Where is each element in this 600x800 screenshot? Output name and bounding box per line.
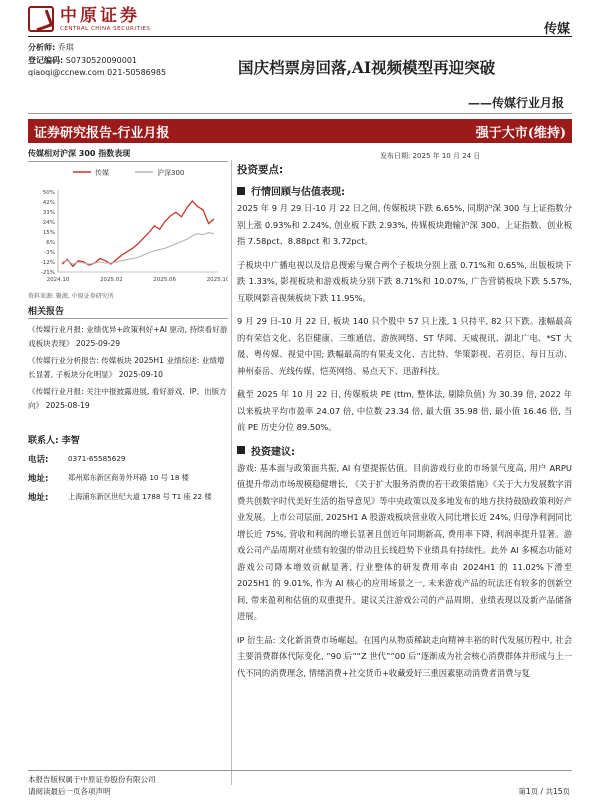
footer-notes <box>28 774 156 798</box>
y-tick-label: -21% <box>40 270 55 276</box>
y-tick-label: 24% <box>42 220 55 226</box>
series-line-1 <box>62 233 214 265</box>
advice-label: 投资建议: <box>251 446 295 458</box>
left-column <box>28 148 228 412</box>
related-report-1[interactable]: 《传媒行业月报: 业绩优异+政策利好+AI 驱动, 持续看好游戏板块表现》 2025-09-29 <box>28 325 228 348</box>
related-report-3[interactable]: 《传媒行业月报: 关注中报披露进展, 看好游戏、IP、出版方向》 2025-08-19 <box>28 387 227 410</box>
addr-label-2: 地址: <box>28 492 49 503</box>
top-divider <box>28 36 572 37</box>
series-line-0 <box>62 201 214 266</box>
bullet-square-icon <box>237 446 245 454</box>
x-tick-label: 2025.10 <box>206 277 228 283</box>
x-tick-label: 2024.10 <box>46 277 70 283</box>
address-1: 郑州郑东新区商务外环路 10 号 18 楼 <box>68 472 189 482</box>
review-label: 行情回顾与估值表现: <box>251 187 345 198</box>
key-points-heading: 投资要点: <box>237 164 284 176</box>
paragraph-ip: IP 衍生品: 文化新消费市场崛起。在国内从物质稀缺走向精神丰裕的时代发展历程中, 社会主要消费群体代际变化, “90 后”“Z 世代”“00 后”逐渐成为社会核心消费群体并形成与上一代不同的消费理念, 情绪消费+社交货币+收藏爱好三重因素驱动消费者消费与复 <box>237 634 572 678</box>
y-tick-label: 6% <box>46 240 55 246</box>
report-banner <box>28 119 572 143</box>
bullet-square-icon <box>237 187 245 195</box>
contact-name: 李智 <box>61 436 80 446</box>
logo-cn-text: 中原证券 <box>60 5 140 26</box>
chart-title: 传媒相对沪深 300 指数表现 <box>28 148 228 162</box>
related-heading: 相关报告 <box>28 304 228 319</box>
bullet-review <box>237 183 572 198</box>
analyst-contact[interactable]: qiaoqi@ccnew.com 021-50586985 <box>28 68 167 77</box>
title-divider <box>28 113 572 114</box>
y-tick-label: 42% <box>42 200 55 206</box>
y-tick-label: -12% <box>40 260 55 266</box>
x-tick-label: 2025.06 <box>153 277 177 283</box>
paragraph-stocks: 9 月 29 日-10 月 22 日, 板块 140 只个股中 57 只上涨, 1 只持平, 82 只下跌。涨幅最高的有荣信文化、名臣健康、三维通信、游族网络、ST 华闻、天威视讯、湖北广电、*ST 大晟、粤传媒、视觉中国; 跌幅最高的有果麦文化、吉比特、华策影视、若羽臣、每日互动、神州泰岳、光线传媒、恺英网络、易点天下、迅游科技。 <box>237 316 572 376</box>
paragraph-review: 2025 年 9 月 29 日-10 月 22 日之间, 传媒板块下跌 6.65%, 同期沪深 300 与上证指数分别上涨 0.93%和 2.24%, 创业板下跌 2.93%, 传媒板块跑输沪深 300、上证指数、创业板指 7.58pct、8.88pct 和 3.72pct。 <box>237 203 572 246</box>
reg-code: S0730520090001 <box>65 55 137 65</box>
publish-date: 发布日期: 2025 年 10 月 24 日 <box>380 152 481 160</box>
industry-tag: 传媒 <box>543 22 570 37</box>
addr-label-1: 地址: <box>28 473 49 484</box>
phone-value: 0371-65585629 <box>68 454 126 463</box>
footer-divider <box>28 770 572 771</box>
report-type: 证券研究报告-行业月报 <box>34 125 170 141</box>
logo-icon <box>28 6 54 32</box>
related-report-2[interactable]: 《传媒行业分析报告: 传媒板块 2025H1 业绩综述: 业绩增长显著, 子板块分化明显》 2025-09-10 <box>28 356 225 379</box>
performance-chart <box>28 162 228 290</box>
rating: 强于大市(维持) <box>475 125 566 141</box>
chart-source: 资料来源: 聚源, 中原证券研究所 <box>28 293 114 300</box>
report-title: 国庆档票房回落,AI视频模型再迎突破 <box>238 58 496 77</box>
logo-en-text: CENTRAL CHINA SECURITIES <box>60 25 151 32</box>
company-logo <box>28 6 150 32</box>
y-tick-label: 33% <box>42 210 55 216</box>
y-tick-label: -3% <box>44 250 55 256</box>
page-number: 第1页 / 共15页 <box>518 787 570 796</box>
disclaimer-note[interactable]: 请阅读最后一页各项声明 <box>28 787 111 796</box>
bullet-advice <box>237 443 572 458</box>
paragraph-valuation: 截至 2025 年 10 月 22 日, 传媒板块 PE (ttm, 整体法, 剔除负值) 为 30.39 倍, 2022 年以来板块平均市盈率 24.07 倍, 中位数 23.34 倍, 最大值 35.98 倍, 最小值 16.46 倍, 当前 PE 历史分位 89.50%。 <box>237 389 572 432</box>
copyright-note: 本报告版权属于中原证券股份有限公司 <box>28 775 156 784</box>
y-tick-label: 50% <box>42 190 55 196</box>
contact-info <box>28 433 238 506</box>
legend-label-0: 传媒 <box>95 169 109 177</box>
phone-label: 电话: <box>28 454 49 465</box>
legend-label-1: 沪深300 <box>157 169 185 177</box>
contact-name-label: 联系人: <box>28 436 59 446</box>
chart-svg <box>28 162 228 290</box>
y-tick-label: 15% <box>42 230 55 236</box>
analyst-info <box>28 42 166 80</box>
paragraph-games: 游戏: 基本面与政策面共振, AI 有望提振估值。目前游戏行业的市场景气度高, 用户 ARPU 值提升带动市场规模稳健增长, 《关于扩大服务消费的若干政策措施》《关于大力发展数字消费共创数字时代美好生活的指导意见》等中央政策以及多地发布的地方扶持鼓励政策利好产业发展。上市公司层面, 2025H1 A 股游戏板块营业收入同比增长近 24%, 归母净利润同比增长近 75%, 营收和利润的增长显著且创近年同期新高, 费用率下降, 利润率提升显著。游戏公司产品周期对业绩有较强的带动且长线趋势下业绩具有持续性。此外 AI 多模态功能对游戏公司降本增效贡献显著, 行业整体的研发费用率由 2024H1 的 11.02%下滑至 2025H1 的 9.01%, 作为 AI 核心的应用场景之一, 未来游戏产品的玩法还有较多的创新空间, 带来盈利和估值的双重提升。建议关注游戏公司的产品周期、业绩表现以及新产品储备进展。 <box>237 462 572 621</box>
column-divider <box>231 160 232 785</box>
main-content <box>237 162 572 688</box>
address-2: 上海浦东新区世纪大道 1788 号 T1 座 22 楼 <box>68 491 212 501</box>
x-tick-label: 2025.02 <box>99 277 123 283</box>
reg-label: 登记编码: <box>28 55 64 65</box>
analyst-name: 乔琪 <box>57 43 74 52</box>
paragraph-subsectors: 子板块中广播电视以及信息搜索与聚合两个子板块分别上涨 0.71%和 0.65%, 出版板块下跌 1.33%, 影视板块和游戏板块分别下跌 8.71%和 10.07%, 广告营销板块下跌 5.57%, 互联网影音视频板块下跌 11.95%。 <box>237 259 572 303</box>
analyst-label: 分析师: <box>28 43 56 52</box>
report-subtitle: ——传媒行业月报 <box>467 96 564 110</box>
